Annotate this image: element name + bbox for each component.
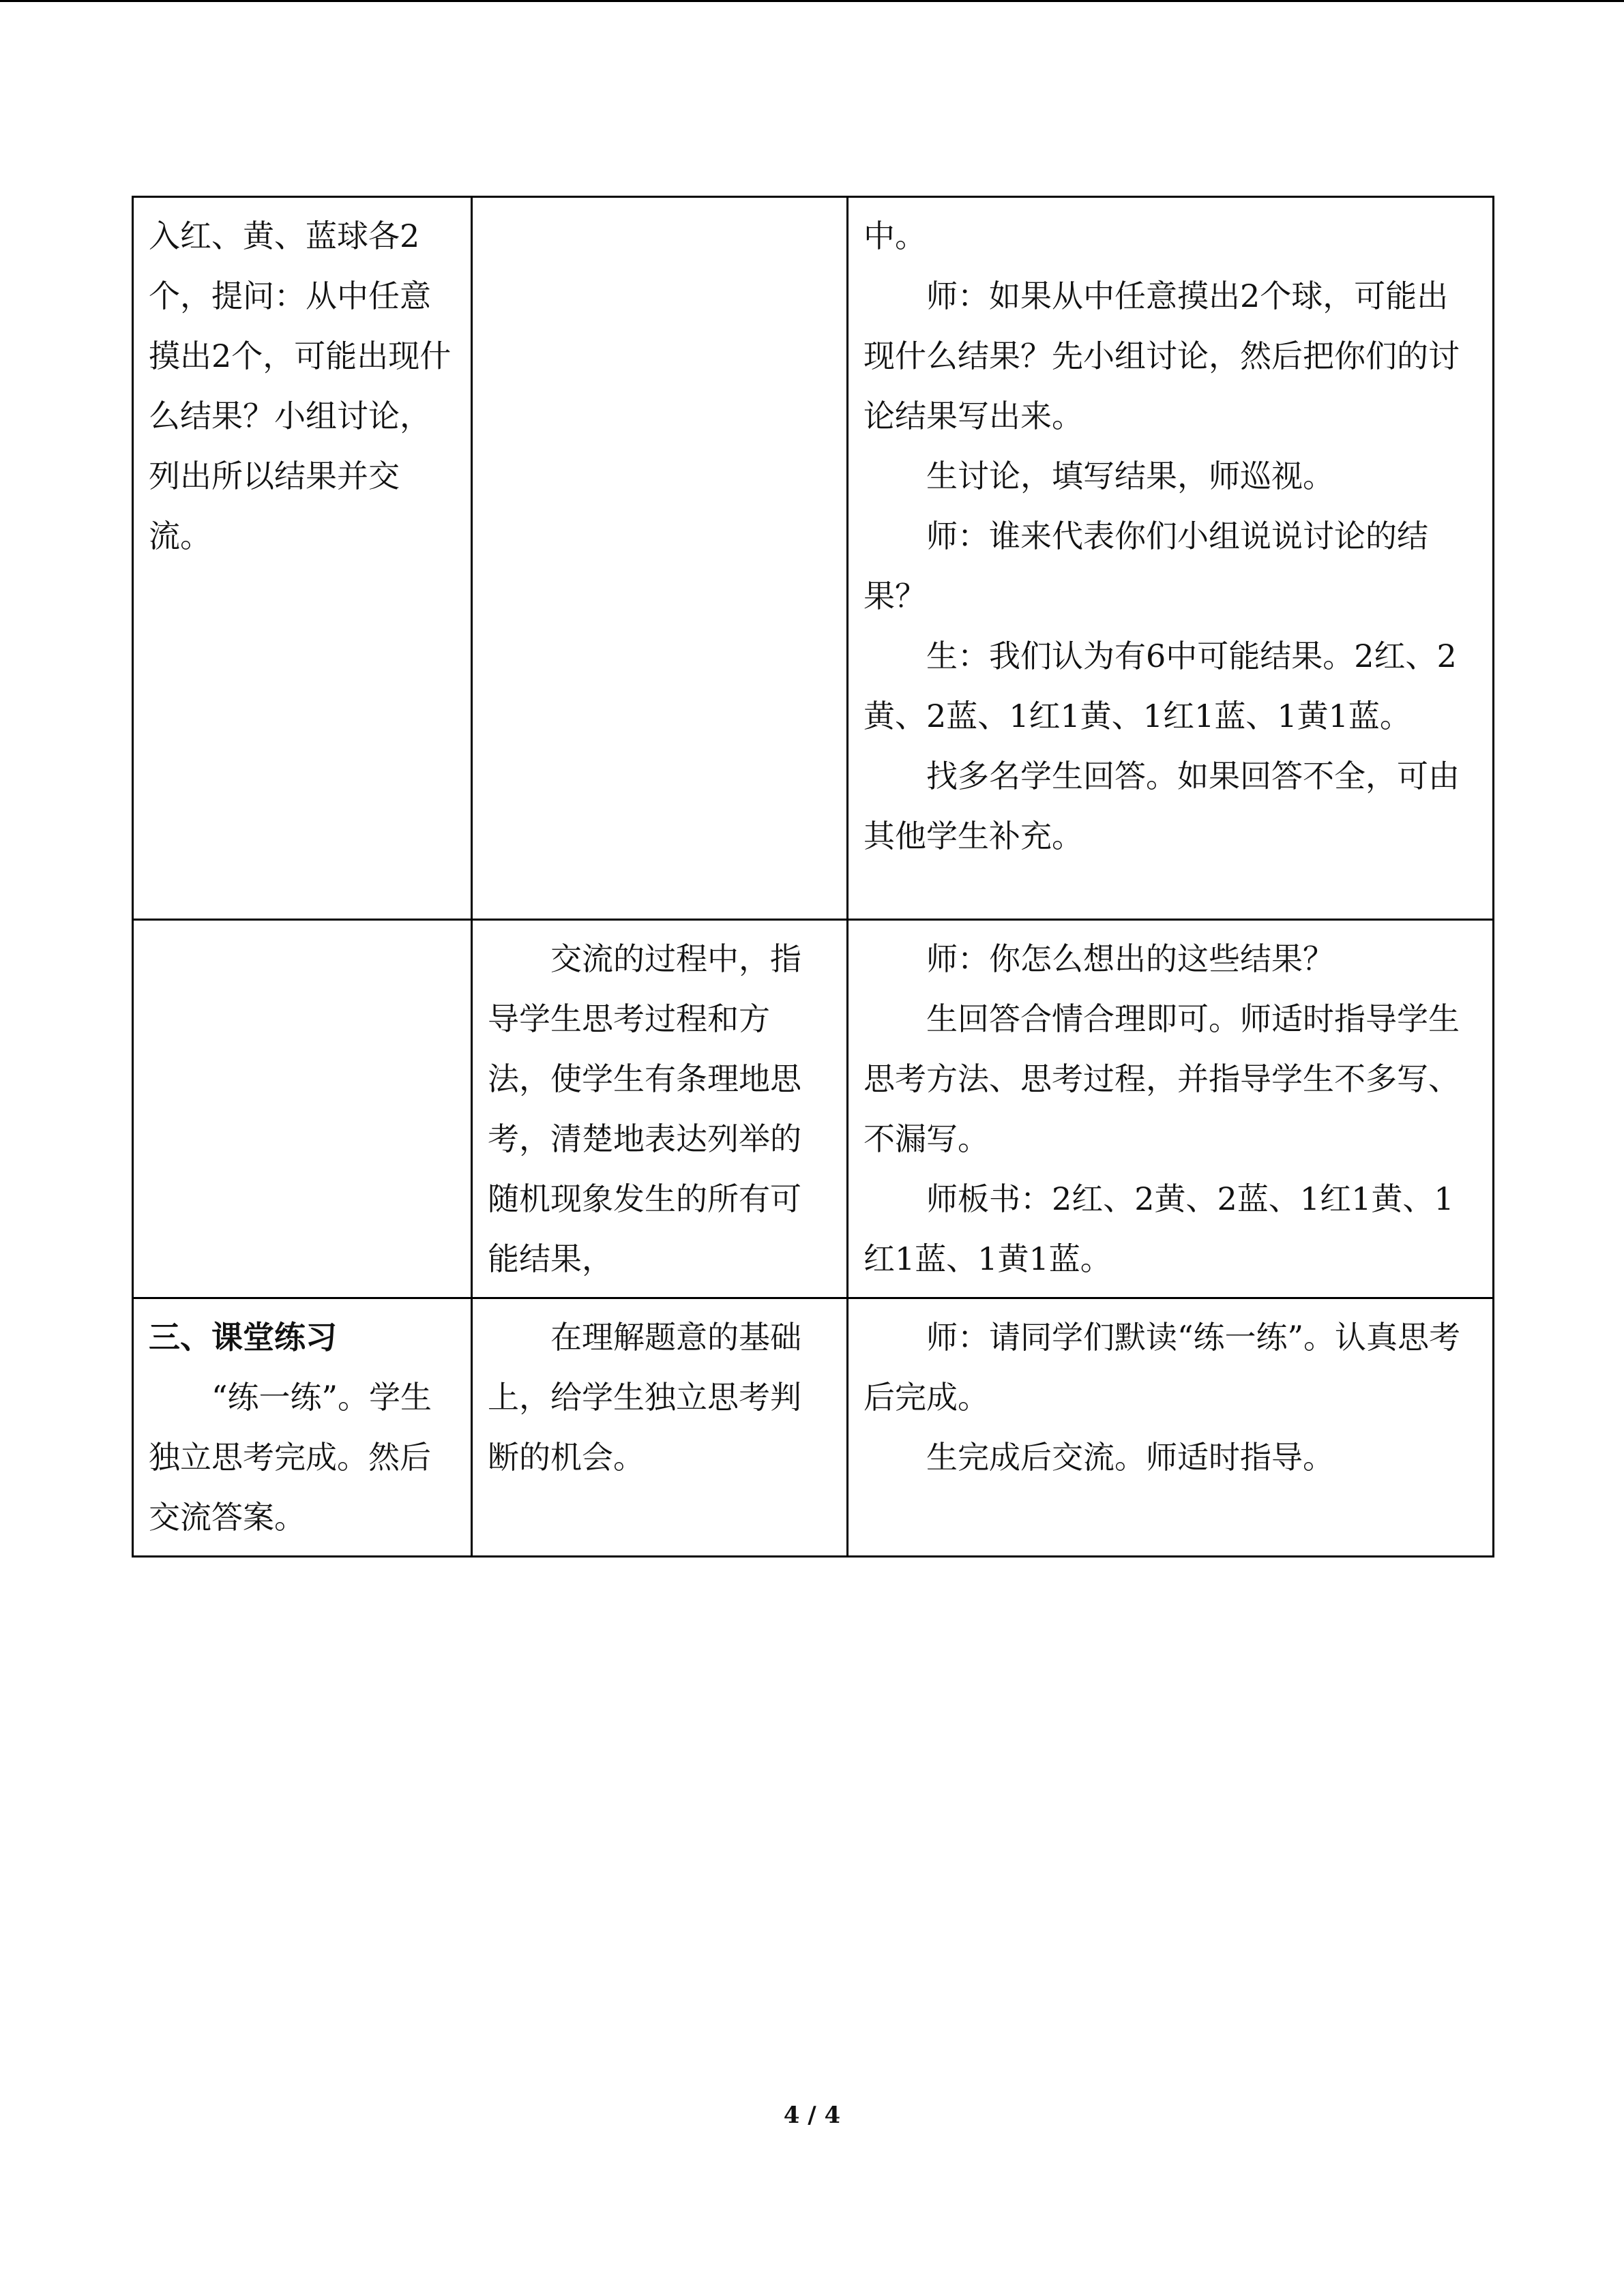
table-cell-activity [133,920,472,1298]
table-cell-activity [133,1298,472,1557]
cell-paragraph: 生讨论，填写结果，师巡视。 [926,458,1334,494]
cell-paragraph: 找多名学生回答。如果回答不全，可由其他学生补充。 [863,758,1460,854]
lesson-plan-table [132,196,1494,1557]
table-cell-process [848,1298,1494,1557]
table-row [133,197,1494,920]
cell-paragraph: 师：如果从中任意摸出2个球，可能出现什么结果？先小组讨论，然后把你们的讨论结果写出来。 [863,278,1460,434]
cell-paragraph: 交流的过程中，指导学生思考过程和方法，使学生有条理地思考，清楚地表达列举的随机现象发生的所有可能结果， [488,940,801,1277]
table-cell-process [848,920,1494,1298]
table-row [133,1298,1494,1557]
table-cell-intent [472,197,848,920]
page-number: 4 / 4 [783,2102,841,2129]
cell-paragraph: 生回答合情合理即可。师适时指导学生思考方法、思考过程，并指导学生不多写、不漏写。 [863,1000,1460,1157]
cell-paragraph: 入红、黄、蓝球各2个，提问：从中任意摸出2个，可能出现什么结果？小组讨论，列出所以结果并交流。 [149,218,452,554]
table-cell-intent [472,1298,848,1557]
cell-paragraph: “练一练”。学生独立思考完成。然后交流答案。 [149,1379,432,1536]
cell-paragraph: 中。 [863,218,926,254]
cell-paragraph: 生完成后交流。师适时指导。 [926,1439,1334,1476]
section-heading: 三、课堂练习 [149,1319,337,1356]
table-row [133,920,1494,1298]
cell-paragraph: 师：请同学们默读“练一练”。认真思考后完成。 [863,1319,1461,1416]
cell-paragraph: 师：谁来代表你们小组说说讨论的结果？ [863,518,1428,614]
table-cell-process [848,197,1494,920]
table-cell-activity [133,197,472,920]
table-cell-intent [472,920,848,1298]
cell-paragraph: 生：我们认为有6中可能结果。2红、2黄、2蓝、1红1黄、1红1蓝、1黄1蓝。 [863,638,1457,734]
cell-paragraph: 在理解题意的基础上，给学生独立思考判断的机会。 [488,1319,801,1476]
cell-paragraph: 师：你怎么想出的这些结果？ [926,940,1334,977]
cell-paragraph: 师板书：2红、2黄、2蓝、1红1黄、1红1蓝、1黄1蓝。 [863,1180,1454,1277]
top-border-rule [0,0,1624,2]
